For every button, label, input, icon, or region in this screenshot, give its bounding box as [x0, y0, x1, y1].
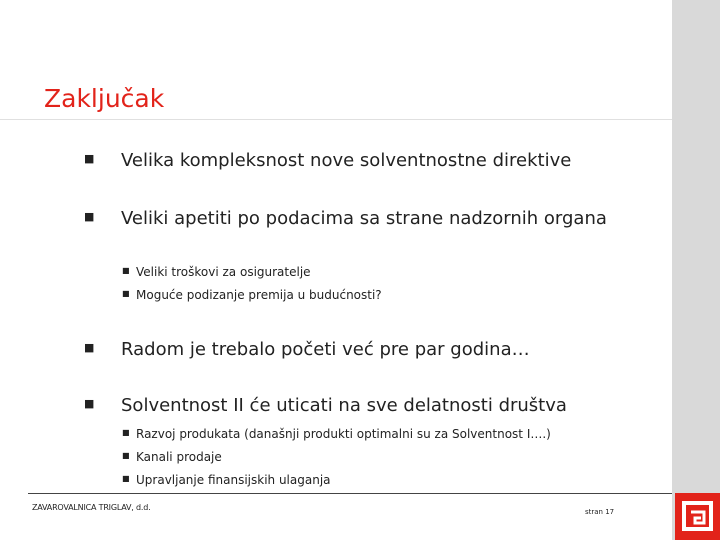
triglav-logo-icon [675, 493, 720, 540]
title-divider [0, 119, 672, 120]
bullet-item [84, 148, 644, 174]
square-bullet-icon: ■ [84, 341, 95, 354]
bullet-text: Solventnost II će uticati na sve delatnosti društva [121, 395, 567, 416]
bullet-item [84, 206, 644, 232]
sub-bullet-text: Upravljanje finansijskih ulaganja [136, 473, 331, 487]
page-number: stran 17 [585, 508, 615, 516]
sub-bullet-item [122, 472, 642, 488]
bullet-text: Velika kompleksnost nove solventnostne direktive [121, 150, 572, 171]
bullet-text: Veliki apetiti po podacima sa strane nadzornih organa [121, 208, 607, 229]
triglav-logo-svg [675, 493, 720, 540]
bullet-text: Radom je trebalo početi već pre par godina… [121, 339, 530, 360]
bullet-item [84, 337, 644, 363]
sub-bullet-item [122, 449, 642, 465]
slide-title: Zaključak [44, 84, 165, 113]
sub-bullet-text: Veliki troškovi za osiguratelje [136, 265, 311, 279]
square-bullet-icon: ■ [84, 152, 95, 165]
bullet-item [84, 393, 644, 419]
sub-bullet-item [122, 264, 642, 280]
sub-bullet-text: Kanali prodaje [136, 450, 222, 464]
sub-bullet-text: Razvoj produkata (današnji produkti optimalni su za Solventnost I….) [136, 427, 551, 441]
sub-bullet-text: Moguće podizanje premija u budućnosti? [136, 288, 382, 302]
footer-company: ZAVAROVALNICA TRIGLAV, d.d. [32, 503, 151, 512]
square-bullet-icon: ■ [84, 210, 95, 223]
sub-bullet-item [122, 287, 642, 303]
square-bullet-icon: ■ [122, 289, 130, 298]
square-bullet-icon: ■ [122, 428, 130, 437]
square-bullet-icon: ■ [122, 266, 130, 275]
sub-bullet-item [122, 426, 642, 442]
square-bullet-icon: ■ [122, 474, 130, 483]
square-bullet-icon: ■ [84, 397, 95, 410]
side-strip [672, 0, 720, 540]
footer-divider [28, 493, 672, 494]
square-bullet-icon: ■ [122, 451, 130, 460]
